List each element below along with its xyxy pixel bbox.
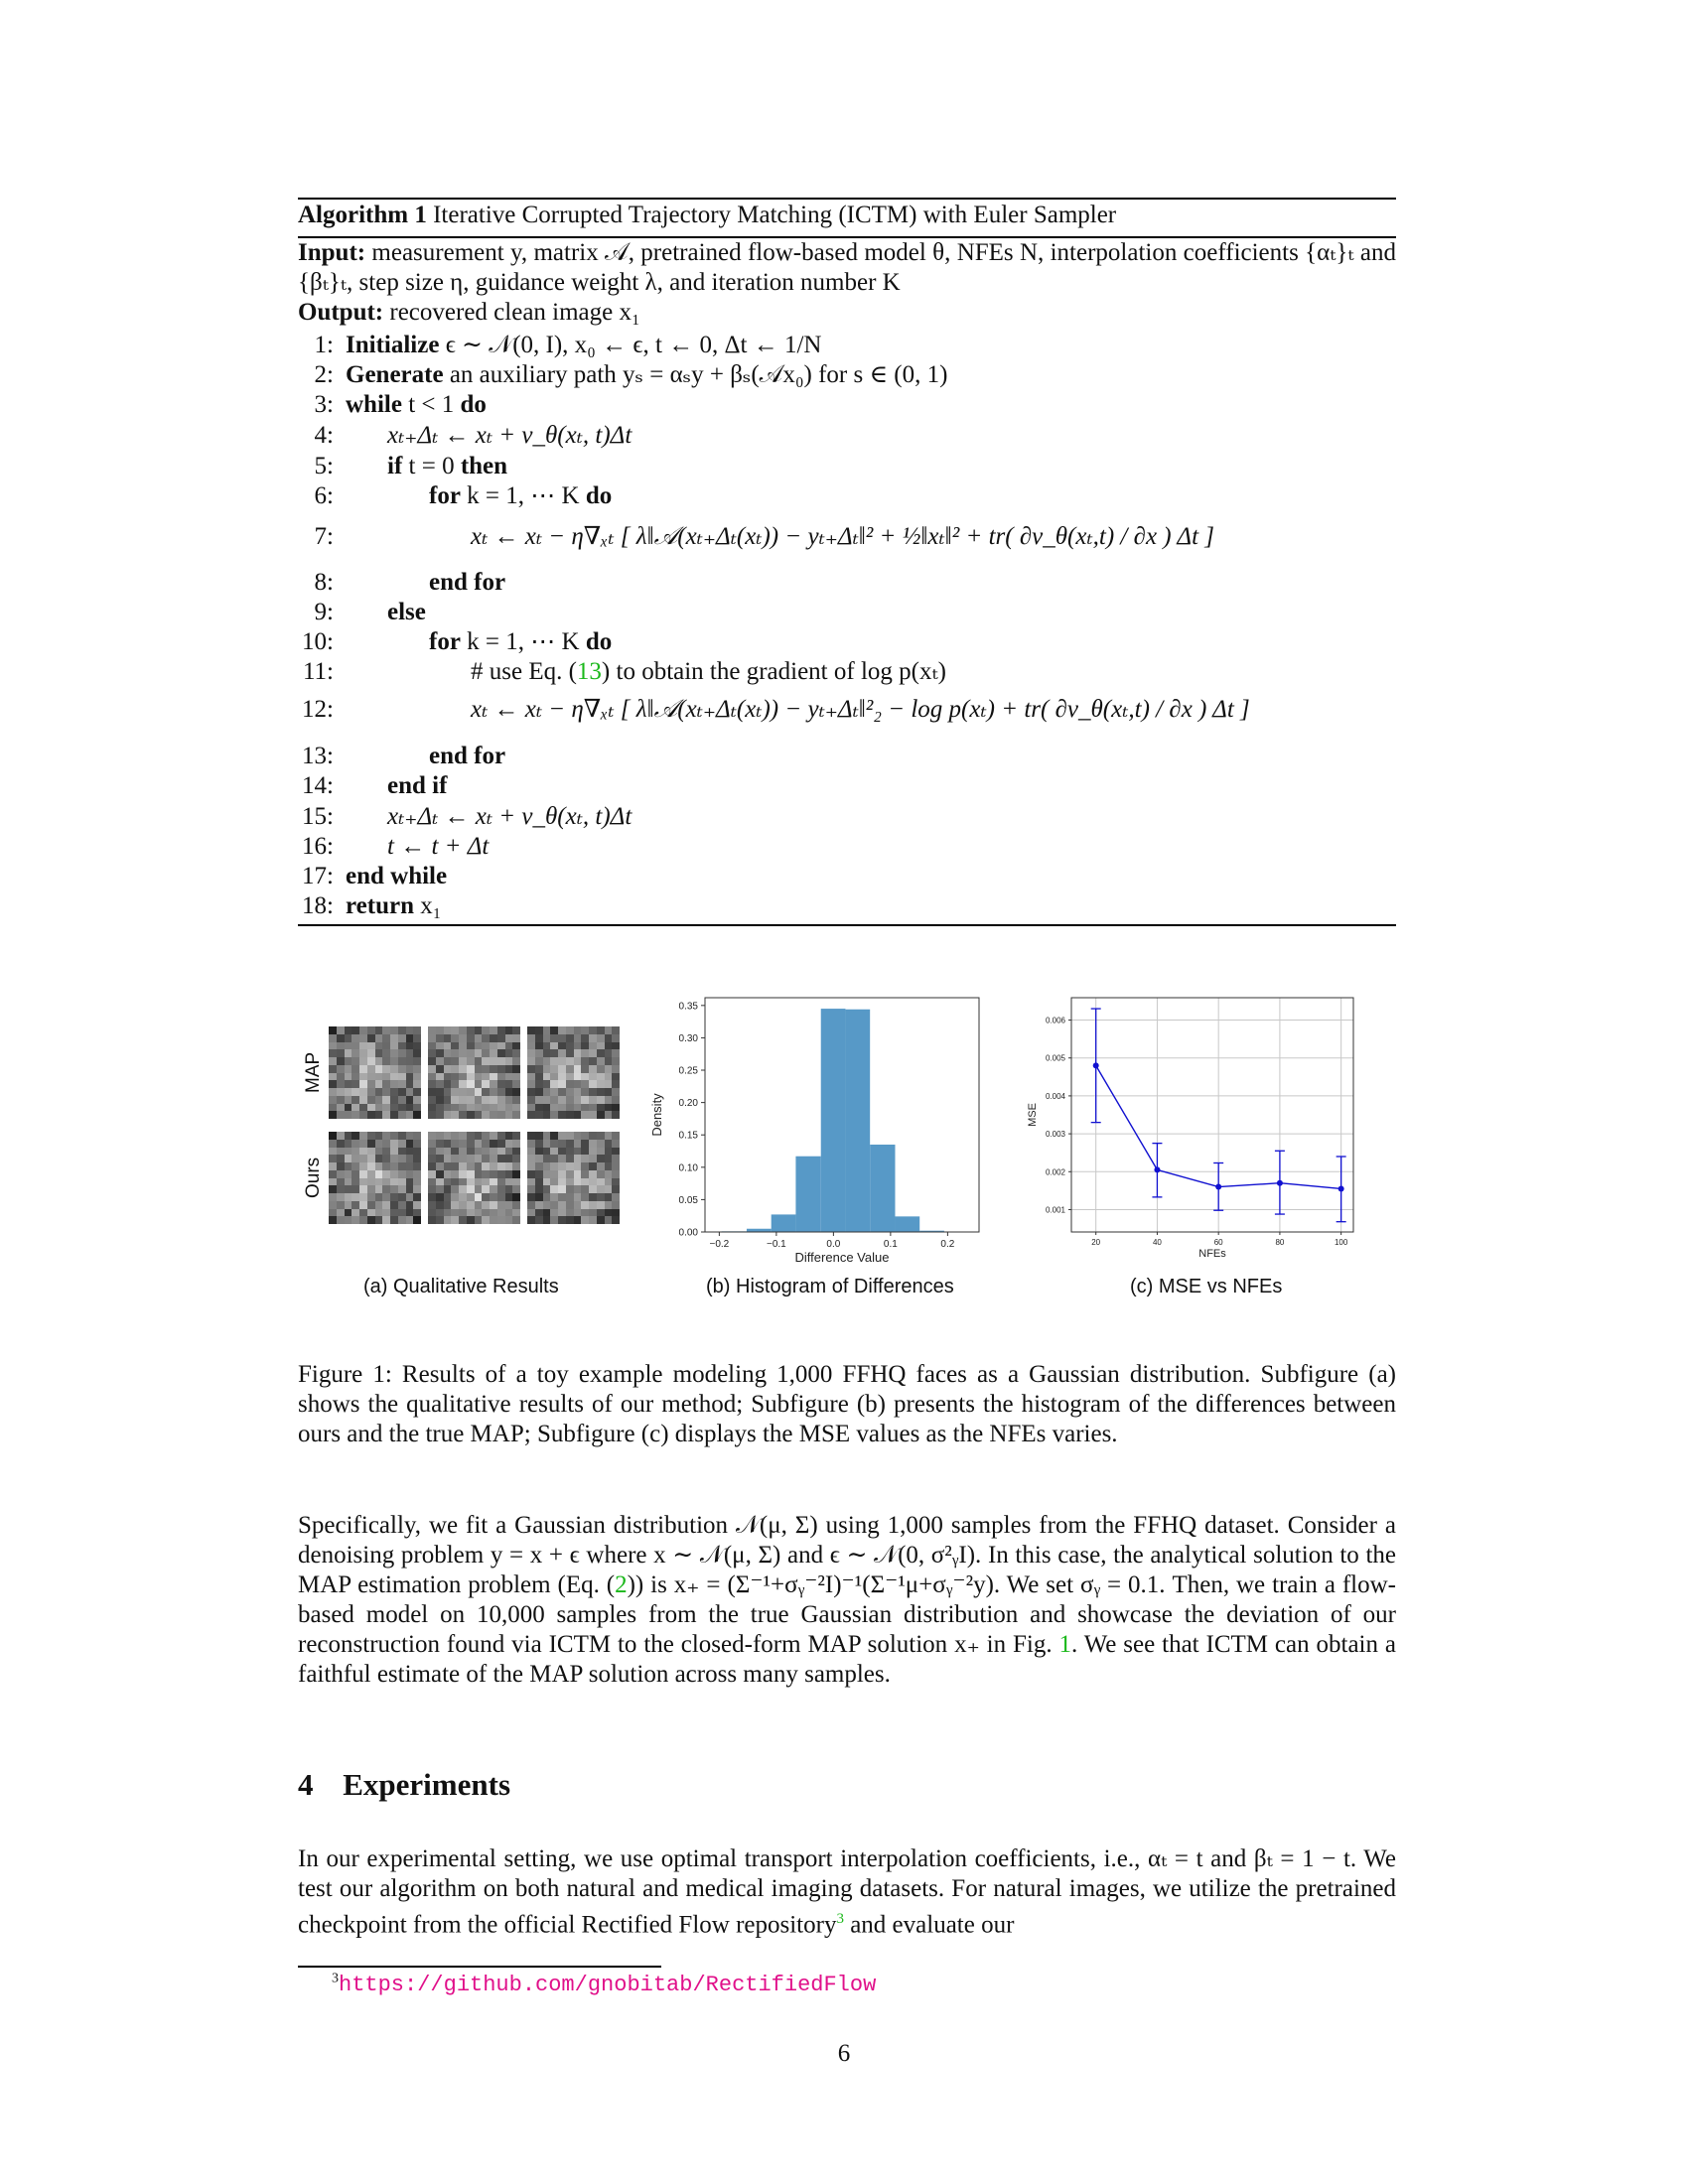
algorithm-top-rule xyxy=(298,198,1396,200)
histogram-bar xyxy=(795,1157,820,1232)
histogram-bar xyxy=(821,1009,846,1232)
svg-text:100: 100 xyxy=(1334,1238,1348,1247)
line-number: 18: xyxy=(302,892,334,919)
svg-text:0.0: 0.0 xyxy=(826,1239,841,1250)
line-number: 5: xyxy=(314,453,334,479)
line-body xyxy=(387,453,507,479)
svg-text:0.003: 0.003 xyxy=(1045,1130,1065,1140)
line-body xyxy=(387,833,489,860)
svg-text:0.00: 0.00 xyxy=(678,1227,698,1239)
paragraph1-text-c: . We see that ICTM can obtain a faithful estimate of the MAP solution across many samples. xyxy=(298,1631,1396,1688)
svg-text:Difference Value: Difference Value xyxy=(794,1250,890,1265)
svg-text:80: 80 xyxy=(1275,1238,1285,1247)
algorithm-label: Algorithm 1 xyxy=(298,202,427,228)
algorithm-line-11 xyxy=(298,657,946,687)
footnote-rule xyxy=(298,1966,661,1968)
keyword: then xyxy=(460,453,508,479)
map-face-tile-2 xyxy=(428,1026,520,1119)
expression: k = 1, ⋯ K xyxy=(460,482,586,509)
line-body xyxy=(387,599,426,625)
paragraph1-text-a: Specifically, we fit a Gaussian distribution 𝒩(μ, Σ) using 1,000 samples from the FFHQ dataset. Consider a denoising problem y = x + ϵ where x ∼ 𝒩(μ, Σ) and ϵ ∼ 𝒩(0, σ²ᵧI). In this case, the analytical solution to the MAP estimation problem (Eq. ( xyxy=(298,1512,1396,1598)
expression: xₜ₊Δₜ ← xₜ + v_θ(xₜ, t)Δt xyxy=(387,803,633,830)
paragraph-gaussian-toy xyxy=(298,1511,1396,1690)
expression: xₜ ← xₜ − η∇ₓₜ [ λ‖𝒜(xₜ₊Δₜ(xₜ)) − yₜ₊Δₜ‖² + ½‖xₜ‖² + tr( ∂v_θ(xₜ,t) / ∂x ) Δt ] xyxy=(471,523,1215,550)
fig-ref-1-link[interactable]: 1 xyxy=(1058,1631,1072,1658)
algorithm-line-9 xyxy=(298,598,426,627)
footnote-3 xyxy=(332,1971,876,1997)
line-body xyxy=(387,422,632,449)
algorithm-line-18 xyxy=(298,891,441,921)
svg-text:0.20: 0.20 xyxy=(678,1098,698,1110)
algorithm-line-16 xyxy=(298,832,489,862)
row-label-ours: Ours xyxy=(303,1157,324,1198)
line-body xyxy=(429,569,505,596)
line-body xyxy=(429,743,505,769)
keyword: if xyxy=(387,453,403,479)
svg-text:0.1: 0.1 xyxy=(883,1239,898,1250)
line-number: 4: xyxy=(314,422,334,449)
algorithm-line-10 xyxy=(298,627,612,657)
algorithm-line-15 xyxy=(298,802,632,832)
histogram-chart xyxy=(645,983,1003,1271)
line-number: 6: xyxy=(314,482,334,509)
algorithm-output xyxy=(298,298,1396,328)
svg-text:60: 60 xyxy=(1213,1238,1223,1247)
caption-panel-b: (b) Histogram of Differences xyxy=(706,1276,954,1297)
mse-data-point xyxy=(1338,1185,1344,1191)
map-face-tile-3 xyxy=(527,1026,620,1119)
keyword: do xyxy=(585,482,613,509)
line-number: 15: xyxy=(302,803,334,830)
algorithm-title xyxy=(298,202,1116,229)
paragraph2-text-b: and evaluate our xyxy=(843,1911,1015,1939)
row-label-map: MAP xyxy=(303,1051,324,1093)
svg-text:Density: Density xyxy=(649,1093,664,1137)
line-body xyxy=(387,803,632,830)
expression: xₜ₊Δₜ ← xₜ + v_θ(xₜ, t)Δt xyxy=(387,422,633,449)
keyword: return xyxy=(346,892,414,919)
expression: k = 1, ⋯ K xyxy=(460,628,586,655)
input-text: measurement y, matrix 𝒜, pretrained flow-based model θ, NFEs N, interpolation coefficients {αₜ}ₜ and {βₜ}ₜ, step size η, guidance weight λ, and iteration number K xyxy=(298,239,1397,296)
keyword: do xyxy=(585,628,613,655)
svg-text:0.35: 0.35 xyxy=(678,1001,698,1013)
mse-data-point xyxy=(1277,1180,1283,1186)
keyword: end for xyxy=(429,569,506,596)
line-body xyxy=(346,863,447,889)
line-number: 2: xyxy=(314,361,334,388)
keyword: end while xyxy=(346,863,448,889)
line-number: 10: xyxy=(302,628,334,655)
expression: x₁ xyxy=(413,892,442,919)
line-number: 11: xyxy=(302,658,334,685)
expression: t < 1 xyxy=(401,391,461,418)
svg-text:0.25: 0.25 xyxy=(678,1065,698,1077)
svg-text:−0.1: −0.1 xyxy=(767,1239,786,1250)
line-body: # use Eq. (13) to obtain the gradient of log p(xₜ) xyxy=(471,658,946,685)
svg-text:0.05: 0.05 xyxy=(678,1194,698,1206)
histogram-bar xyxy=(845,1010,870,1232)
figure-caption: Figure 1: Results of a toy example modeling 1,000 FFHQ faces as a Gaussian distribution. Subfigure (a) shows the qualitative results of our method; Subfigure (b) presents the histogram of the differences between ours and the true MAP; Subfigure (c) displays the MSE values as the NFEs varies. xyxy=(298,1361,1396,1447)
algorithm-line-17 xyxy=(298,862,447,891)
line-number: 16: xyxy=(302,833,334,860)
line-number: 13: xyxy=(302,743,334,769)
svg-text:0.004: 0.004 xyxy=(1045,1091,1065,1101)
algorithm-line-2 xyxy=(298,360,947,390)
algorithm-title-text: Iterative Corrupted Trajectory Matching (ICTM) with Euler Sampler xyxy=(433,202,1117,228)
algorithm-line-6 xyxy=(298,481,612,511)
keyword: do xyxy=(460,391,487,418)
algorithm-bottom-rule xyxy=(298,924,1396,926)
expression: an auxiliary path yₛ = αₛy + βₛ(𝒜x₀) for s ∈ (0, 1) xyxy=(443,361,948,388)
histogram-bar xyxy=(772,1214,796,1232)
line-body xyxy=(346,332,821,358)
line-body xyxy=(429,628,612,655)
ours-face-tile-2 xyxy=(428,1132,520,1224)
line-number: 1: xyxy=(314,332,334,358)
line-number: 12: xyxy=(302,696,334,723)
algorithm-line-5 xyxy=(298,452,507,481)
line-number: 9: xyxy=(314,599,334,625)
histogram-bar xyxy=(895,1216,919,1232)
eq-ref-13-link[interactable]: 13 xyxy=(576,658,602,685)
algorithm-line-8 xyxy=(298,568,505,598)
expression: ϵ ∼ 𝒩(0, I), x₀ ← ϵ, t ← 0, Δt ← 1/N xyxy=(439,332,822,358)
keyword: while xyxy=(346,391,402,418)
line-body xyxy=(471,696,1250,723)
paragraph2-text-a: In our experimental setting, we use optimal transport interpolation coefficients, i.e., αₜ = t and βₜ = 1 − t. We test our algorithm on both natural and medical imaging datasets. For natural images, we utilize the pretrained checkpoint from the official Rectified Flow repository xyxy=(298,1845,1396,1939)
keyword: else xyxy=(387,599,426,625)
line-number: 14: xyxy=(302,772,334,799)
line-body xyxy=(429,482,612,509)
algorithm-line-3 xyxy=(298,390,487,420)
svg-text:NFEs: NFEs xyxy=(1198,1248,1226,1260)
keyword: Generate xyxy=(346,361,444,388)
line-number: 7: xyxy=(314,523,334,550)
svg-text:0.10: 0.10 xyxy=(678,1162,698,1174)
svg-text:0.005: 0.005 xyxy=(1045,1053,1065,1063)
paragraph-experimental-setting xyxy=(298,1844,1396,1940)
keyword: for xyxy=(429,628,461,655)
output-label: Output: xyxy=(298,299,384,326)
svg-text:−0.2: −0.2 xyxy=(709,1239,730,1250)
caption-panel-a: (a) Qualitative Results xyxy=(363,1276,559,1297)
algorithm-line-4 xyxy=(298,421,632,451)
footnote-3-marker-link[interactable]: 3 xyxy=(836,1911,844,1927)
line-body xyxy=(346,361,947,388)
svg-text:0.001: 0.001 xyxy=(1045,1205,1065,1215)
caption-panel-c: (c) MSE vs NFEs xyxy=(1130,1276,1283,1297)
section-number: 4 xyxy=(298,1767,314,1802)
svg-text:0.002: 0.002 xyxy=(1045,1167,1065,1177)
ours-face-tile-3 xyxy=(527,1132,620,1224)
svg-text:40: 40 xyxy=(1152,1238,1162,1247)
algorithm-input xyxy=(298,238,1396,297)
ours-face-tile-1 xyxy=(329,1132,421,1224)
line-body xyxy=(346,391,487,418)
svg-text:MSE: MSE xyxy=(1027,1103,1039,1127)
section-heading-experiments xyxy=(298,1767,510,1803)
paragraph1-text-b: )) is x₊ = (Σ⁻¹+σᵧ⁻²I)⁻¹(Σ⁻¹μ+σᵧ⁻²y). We set σᵧ = 0.1. Then, we train a flow-based model on 10,000 samples from the true Gaussian distribution and showcase the deviation of our reconstruction found via ICTM to the closed-form MAP solution x₊ in Fig. xyxy=(298,1571,1396,1658)
keyword: Initialize xyxy=(346,332,440,358)
line-body xyxy=(346,892,441,919)
keyword: end for xyxy=(429,743,506,769)
algorithm-line-13 xyxy=(298,742,505,771)
algorithm-line-7 xyxy=(298,522,1214,552)
svg-text:0.2: 0.2 xyxy=(940,1239,955,1250)
page-number: 6 xyxy=(837,2040,851,2067)
algorithm-line-12 xyxy=(298,695,1250,725)
algorithm-line-14 xyxy=(298,771,447,801)
line-number: 3: xyxy=(314,391,334,418)
keyword: end if xyxy=(387,772,448,799)
svg-text:0.006: 0.006 xyxy=(1045,1016,1065,1025)
histogram-bar xyxy=(870,1145,895,1232)
map-face-tile-1 xyxy=(329,1026,421,1119)
line-number: 8: xyxy=(314,569,334,596)
svg-text:20: 20 xyxy=(1091,1238,1101,1247)
expression: xₜ ← xₜ − η∇ₓₜ [ λ‖𝒜(xₜ₊Δₜ(xₜ)) − yₜ₊Δₜ‖²₂ − log p(xₜ) + tr( ∂v_θ(xₜ,t) / ∂x ) Δt ] xyxy=(471,696,1250,723)
keyword: for xyxy=(429,482,461,509)
line-body xyxy=(387,772,447,799)
expression: t = 0 xyxy=(402,453,461,479)
footnote-mark: 3 xyxy=(332,1971,339,1986)
mse-data-point xyxy=(1093,1062,1099,1068)
footnote-url-link[interactable]: https://github.com/gnobitab/RectifiedFlow xyxy=(339,1973,877,1997)
svg-text:0.15: 0.15 xyxy=(678,1130,698,1142)
svg-text:0.30: 0.30 xyxy=(678,1032,698,1044)
mse-data-point xyxy=(1154,1166,1160,1172)
mse-line-chart xyxy=(1013,983,1410,1271)
expression: t ← t + Δt xyxy=(387,833,490,860)
mse-data-point xyxy=(1215,1184,1221,1190)
section-title: Experiments xyxy=(343,1767,511,1802)
input-label: Input: xyxy=(298,239,366,266)
line-number: 17: xyxy=(302,863,334,889)
eq-ref-2-link[interactable]: 2 xyxy=(615,1571,628,1598)
algorithm-line-1 xyxy=(298,331,821,360)
output-text: recovered clean image x₁ xyxy=(389,299,640,326)
line-body xyxy=(471,523,1214,550)
